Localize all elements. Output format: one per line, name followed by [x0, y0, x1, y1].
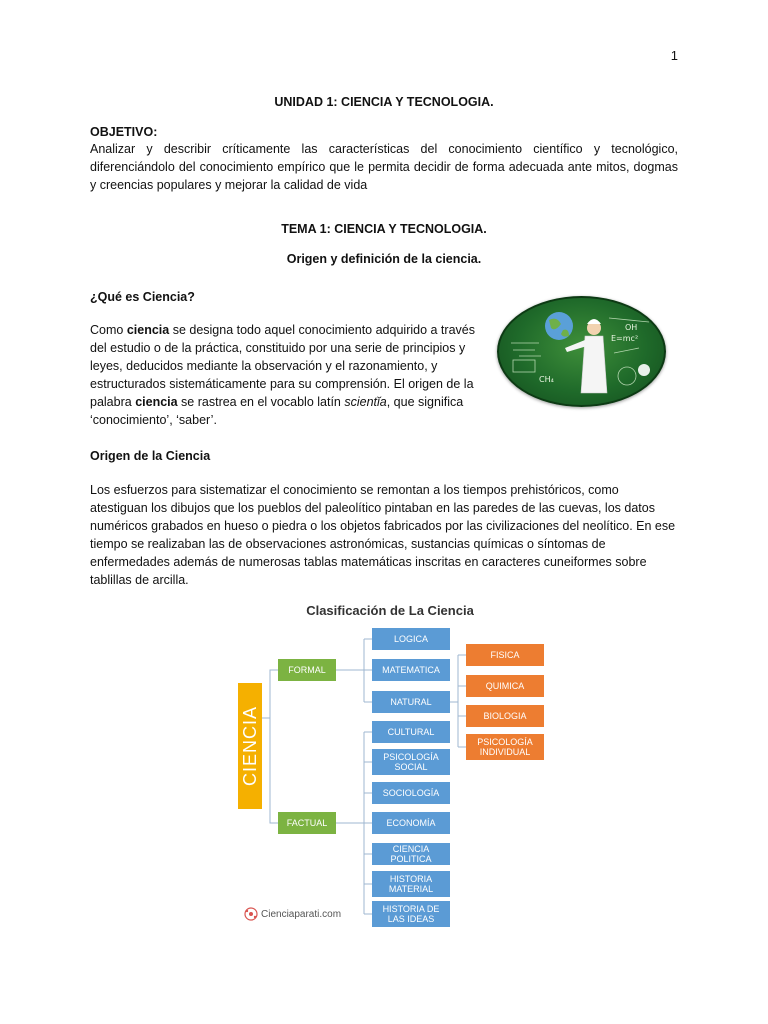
definition-bold-2: ciencia: [135, 395, 178, 409]
node-natural: NATURAL: [372, 691, 450, 713]
diagram-title: Clasificación de La Ciencia: [306, 603, 474, 618]
node-matematica: MATEMATICA: [372, 659, 450, 681]
definition-text-3: se rastrea en el vocablo latín: [177, 395, 345, 409]
node-economia: ECONOMÍA: [372, 812, 450, 834]
watermark-text: Cienciaparati.com: [261, 908, 342, 920]
definition-text-4: , que significa ‘conocimiento’, ‘saber’.: [90, 395, 464, 427]
definition-text-2: se designa todo aquel conocimiento adquirido a través del estudio o de la práctica, constituido por una serie de principios y leyes, deducidos mediante la observación y el razonamiento, y estructurados sistemáticamente para su comprensión. El origen de la palabra: [90, 323, 475, 409]
oh-text: OH: [625, 323, 638, 332]
node-cultural: CULTURAL: [372, 721, 450, 743]
definition-bold-1: ciencia: [126, 323, 170, 337]
question-heading: ¿Qué es Ciencia?: [90, 290, 195, 304]
branch-formal: FORMAL: [278, 659, 336, 681]
node-historia-material: HISTORIA MATERIAL: [372, 871, 450, 897]
branch-factual: FACTUAL: [278, 812, 336, 834]
node-quimica: QUIMICA: [466, 675, 544, 697]
subtopic-title: Origen y definición de la ciencia.: [286, 252, 482, 266]
node-psicologia-social: PSICOLOGÍA SOCIAL: [372, 749, 450, 775]
node-ciencia-politica: CIENCIA POLITICA: [372, 843, 450, 865]
objective-text: Analizar y describir críticamente las características del conocimiento científico y tecnológico, diferenciándolo del conocimiento empírico que le permita decidir de forma adecuada ante mitos, dogmas y creencias populares y mejorar la calidad de vida: [90, 142, 678, 192]
unit-title: UNIDAD 1: CIENCIA Y TECNOLOGIA.: [274, 95, 494, 109]
cienciaparati-logo-icon: [244, 907, 258, 921]
formula-text: E=mc²: [611, 334, 639, 343]
origin-text: Los esfuerzos para sistematizar el conocimiento se remontan a los tiempos prehistóricos, como atestiguan los dibujos que los pueblos del paleolítico pintaban en las paredes de las cuevas, los datos numéricos grabados en hueso o piedra o los objetos fabricados por las civilizaciones del neolítico. En ese tiempo se realizaban las de observaciones astronómicas, sustancias químicas o síntomas de enfermedades además de numerosas tablas matemáticas inscritas en caracteres cuneiformes sobre tablillas de arcilla.: [90, 483, 676, 587]
objective-label: OBJETIVO:: [90, 125, 158, 139]
root-node-ciencia: CIENCIA: [238, 683, 262, 809]
node-biologia: BIOLOGIA: [466, 705, 544, 727]
definition-italic: scientĭa: [344, 395, 387, 409]
node-fisica: FISICA: [466, 644, 544, 666]
node-psicologia-individual: PSICOLOGÍA INDIVIDUAL: [466, 734, 544, 760]
node-logica: LOGICA: [372, 628, 450, 650]
node-historia-de-las-ideas: HISTORIA DE LAS IDEAS: [372, 901, 450, 927]
topic-title: TEMA 1: CIENCIA Y TECNOLOGIA.: [281, 222, 487, 236]
watermark: [244, 907, 341, 921]
origin-heading: Origen de la Ciencia: [90, 449, 211, 463]
page-number: 1: [670, 48, 678, 63]
definition-text-1: Como: [90, 323, 127, 337]
node-sociologia: SOCIOLOGÍA: [372, 782, 450, 804]
ch-text: CH₄: [539, 375, 554, 384]
